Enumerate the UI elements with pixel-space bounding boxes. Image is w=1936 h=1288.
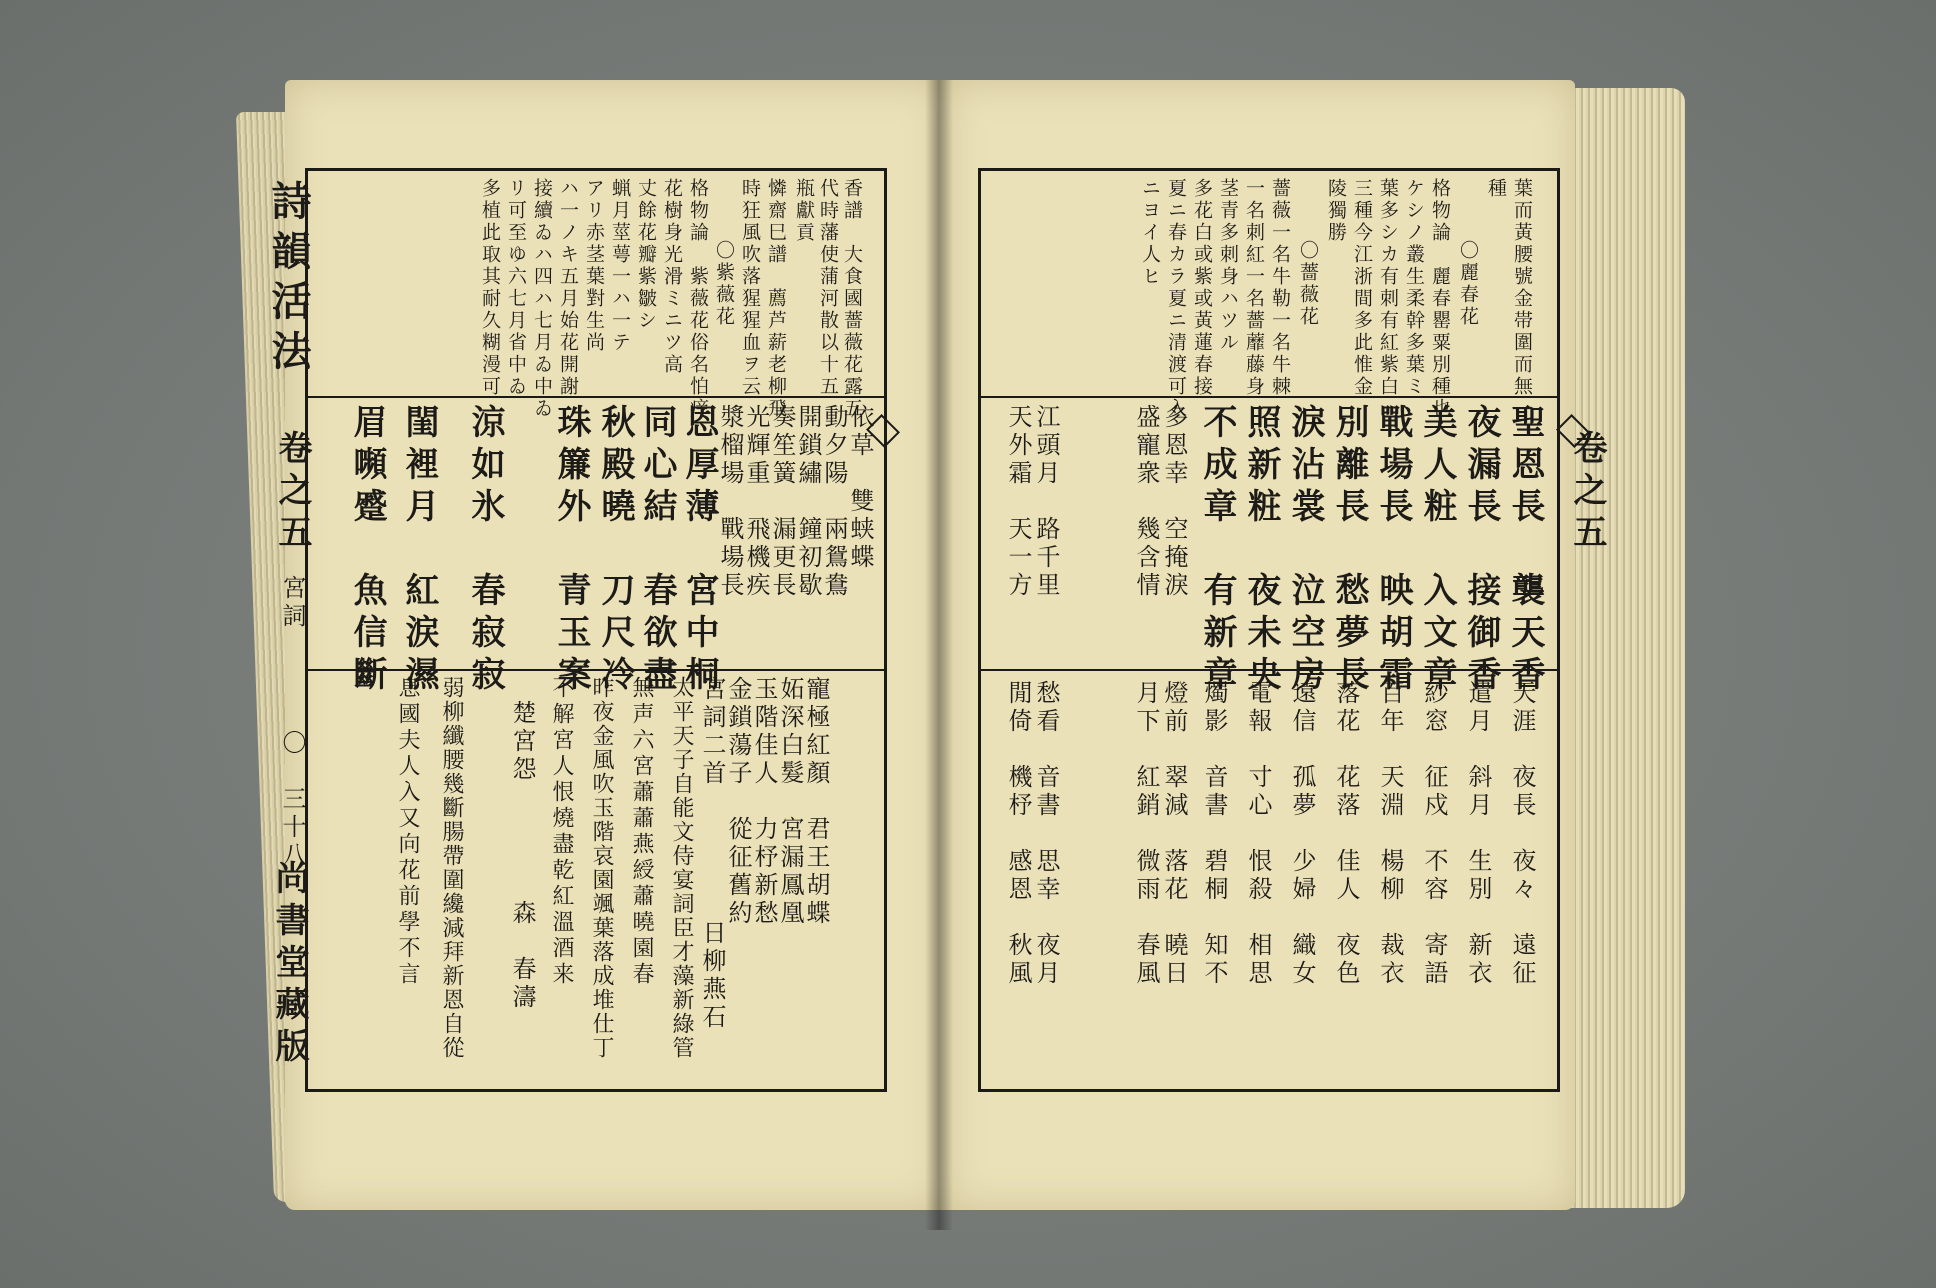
poem-word-row: 寵極紅顏 君王胡蝶: [802, 676, 830, 928]
note-line: 蝋月莖萼一ハ一テ: [609, 178, 631, 354]
phrase-row: 同心結 春欲盡: [637, 404, 677, 698]
word-row: 燭影 音書 碧桐 知不: [1200, 680, 1228, 988]
note-line: 三種今江浙間多此惟金: [1351, 178, 1373, 398]
phrase-row: 美人粧 入文章: [1417, 404, 1457, 698]
note-line: 代時藩使蒲河散以十五: [817, 178, 839, 398]
right-page-edges: [1565, 88, 1685, 1208]
phrase-row: 不成章 有新章: [1197, 404, 1237, 698]
poem-title: 宮詞二首: [698, 676, 726, 788]
word-row: 月下 紅銷 微雨 春風: [1132, 680, 1160, 988]
poem-line: 息國夫人入又向花前學不言: [395, 676, 420, 988]
book-gutter: [925, 80, 953, 1230]
left-upper-divider: [308, 396, 884, 398]
poem-line: 太平天子自能文侍宴詞臣才藻新綠管: [669, 676, 694, 1060]
right-spine-volume: 卷之五: [1567, 430, 1607, 556]
phrase-row: 眉嚬蹙 魚信斷: [347, 404, 387, 698]
word-row: 遠信 孤夢 少婦 織女: [1288, 680, 1316, 988]
publisher-imprint: 尚書堂藏版: [269, 860, 309, 1070]
poem2-title: 楚宮怨: [508, 700, 536, 784]
note-line: 薔薇一名牛勒一名牛棘: [1269, 178, 1291, 398]
note-line: 茎青多刺身ハツル: [1217, 178, 1239, 354]
phrase-row: 恩厚薄 宮中桐: [679, 404, 719, 698]
poem-line: 無声六宮蕭蕭燕綬蕭曉園春: [629, 676, 654, 988]
word-row: 落花 花落 佳人 夜色: [1332, 680, 1360, 988]
phrase-row: 別離長 愁夢長: [1329, 404, 1369, 698]
note-line: 花樹身光滑ミニツ高: [661, 178, 683, 376]
poem2-author: 森 春濤: [508, 900, 536, 1012]
poem-word-row: 金鎖蕩子 從征舊約: [724, 676, 752, 928]
phrase-row: 涼如氷 春寂寂: [465, 404, 505, 698]
note-line: 葉多シカ有刺有紅紫白: [1377, 178, 1399, 398]
note-line: 接續ゐハ四ハ七月ゐ中ゐ: [531, 178, 553, 420]
poem-line: 昨夜金風吹玉階哀園颯葉落成堆仕丁: [589, 676, 614, 1060]
phrase-row: 奏笙簧 漏更長: [768, 404, 796, 600]
phrase-row: 閨裡月 紅涙濕: [399, 404, 439, 698]
note-line: 格物論 紫薇花俗名怕痒: [687, 178, 709, 420]
note-line: リ可至ゆ六七月省中ゐ: [505, 178, 527, 398]
note-line: 格物論 麗春罌粟別種也: [1429, 178, 1451, 420]
note-line: アリ赤茎葉對生尚: [583, 178, 605, 354]
poem-word-row: 玉階佳人 力杼新愁: [750, 676, 778, 928]
note-line: 種: [1485, 178, 1507, 200]
word-row: 紗窓 征戍 不容 寄語: [1420, 680, 1448, 988]
note-line: 〇薔薇花: [1297, 240, 1319, 328]
word-row: 電報 寸心 恨殺 相思: [1244, 680, 1272, 988]
note-line: 一名刺紅一名薔蘼藤身: [1243, 178, 1265, 398]
phrase-row: 珠簾外 青玉案: [551, 404, 591, 698]
phrase-row: 漿榴場 戰場長: [716, 404, 744, 600]
note-line: 〇麗春花: [1457, 240, 1479, 328]
phrase-row: 夜漏長 接御香: [1461, 404, 1501, 698]
note-line: 瓶獻貢: [793, 178, 815, 244]
phrase-row: 盛寵衆 幾含情: [1132, 404, 1160, 600]
phrase-row: 秋殿曉 刀尺冷: [595, 404, 635, 698]
word-row: 百年 天淵 楊柳 裁衣: [1376, 680, 1404, 988]
phrase-row: 開鎖繡 鐘初歇: [794, 404, 822, 600]
word-row: 燈前 翠減 落花 曉日: [1160, 680, 1188, 988]
note-line: 多植此取其耐久糊漫可: [479, 178, 501, 398]
poem-author: 日柳燕石: [698, 920, 726, 1032]
note-line: 丈餘花瓣紫皺シ: [635, 178, 657, 332]
phrase-row: 依草 雙蛱蝶: [846, 404, 874, 572]
note-line: 時狂風吹落猩猩血ヲ云: [739, 178, 761, 398]
note-line: 香譜 大食國薔薇花露五: [841, 178, 863, 420]
phrase-row: 江頭月 路千里: [1032, 404, 1060, 600]
note-line: 夏ニ春カラ夏ニ清渡可入: [1165, 178, 1187, 420]
note-line: ケシノ叢生柔幹多葉ミ: [1403, 178, 1425, 398]
phrase-row: 淚沾裳 泣空房: [1285, 404, 1325, 698]
spine-volume: 卷之五: [272, 430, 312, 556]
poem-line: 不解宮人恨燒盡乾紅溫酒来: [549, 676, 574, 988]
phrase-row: 動夕陽 兩鴛鴦: [820, 404, 848, 600]
word-row: 天涯 夜長 夜々 遠征: [1508, 680, 1536, 988]
spine-section: 宮詞: [278, 575, 306, 631]
note-line: ハ一ノキ五月始花開謝: [557, 178, 579, 398]
note-line: 憐齋巳譜 薦芦薪老柳飛: [765, 178, 787, 420]
note-line: 陵獨勝: [1325, 178, 1347, 244]
phrase-row: 多恩幸 空掩淚: [1160, 404, 1188, 600]
note-line: 〇紫薇花: [713, 240, 735, 328]
phrase-row: 照新粧 夜未央: [1241, 404, 1281, 698]
note-line: ニヨイ人ヒ: [1139, 178, 1161, 288]
note-line: 葉而黃腰號金帯圍而無: [1511, 178, 1533, 398]
word-row: 愁看 音書 思幸 夜月: [1032, 680, 1060, 988]
phrase-row: 戰場長 映胡霜: [1373, 404, 1413, 698]
phrase-row: 天外霜 天一方: [1004, 404, 1032, 600]
phrase-row: 聖恩長 襲天香: [1505, 404, 1545, 698]
word-row: 閒倚 機杼 感恩 秋風: [1004, 680, 1032, 988]
poem-word-row: 妬深白髮 宮漏鳳凰: [776, 676, 804, 928]
phrase-row: 光輝重 飛機疾: [742, 404, 770, 600]
word-row: 遣月 斜月 生別 新衣: [1464, 680, 1492, 988]
note-line: 多花白或紫或黃蓮春接: [1191, 178, 1213, 398]
folio-number: 〇 三十八: [278, 730, 306, 870]
poem-line: 弱柳纖腰幾斷腸帶圍纔減拜新恩自從: [439, 676, 464, 1060]
spine-title: 詩韻活法: [265, 180, 312, 380]
